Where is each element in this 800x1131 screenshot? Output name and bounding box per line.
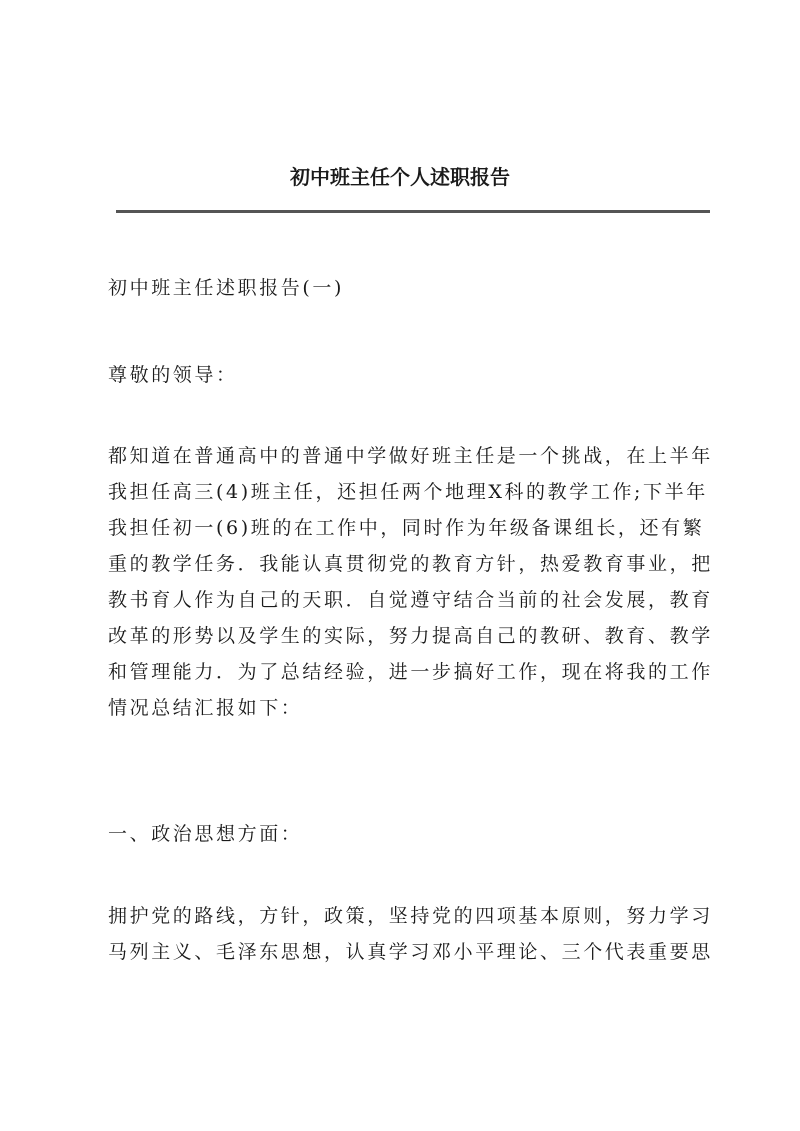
paragraph-line: 都知道在普通高中的普通中学做好班主任是一个挑战，在上半年 — [108, 445, 713, 467]
document-title: 初中班主任个人述职报告 — [290, 165, 510, 189]
paragraph-line: 我担任初一(6)班的在工作中，同时作为年级备课组长，还有繁 — [108, 517, 705, 539]
paragraph-line: 马列主义、毛泽东思想，认真学习邓小平理论、三个代表重要思 — [108, 941, 713, 963]
paragraph-line: 和管理能力．为了总结经验，进一步搞好工作，现在将我的工作 — [108, 661, 713, 683]
title-divider — [116, 210, 710, 213]
paragraph-line: 重的教学任务．我能认真贯彻党的教育方针，热爱教育事业，把 — [108, 553, 713, 575]
paragraph-line: 情况总结汇报如下： — [108, 697, 303, 719]
paragraph-line: 我担任高三(4)班主任，还担任两个地理X科的教学工作;下半年 — [108, 481, 708, 503]
section-paragraph — [108, 898, 712, 970]
greeting: 尊敬的领导： — [108, 364, 238, 386]
paragraph-line: 拥护党的路线，方针，政策，坚持党的四项基本原则，努力学习 — [108, 905, 713, 927]
paragraph-line: 教书育人作为自己的天职．自觉遵守结合当前的社会发展，教育 — [108, 589, 713, 611]
paragraph-line: 改革的形势以及学生的实际，努力提高自己的教研、教育、教学 — [108, 625, 713, 647]
report-subtitle: 初中班主任述职报告(一) — [108, 277, 345, 299]
intro-paragraph — [108, 438, 712, 726]
section-heading: 一、政治思想方面： — [108, 823, 303, 845]
